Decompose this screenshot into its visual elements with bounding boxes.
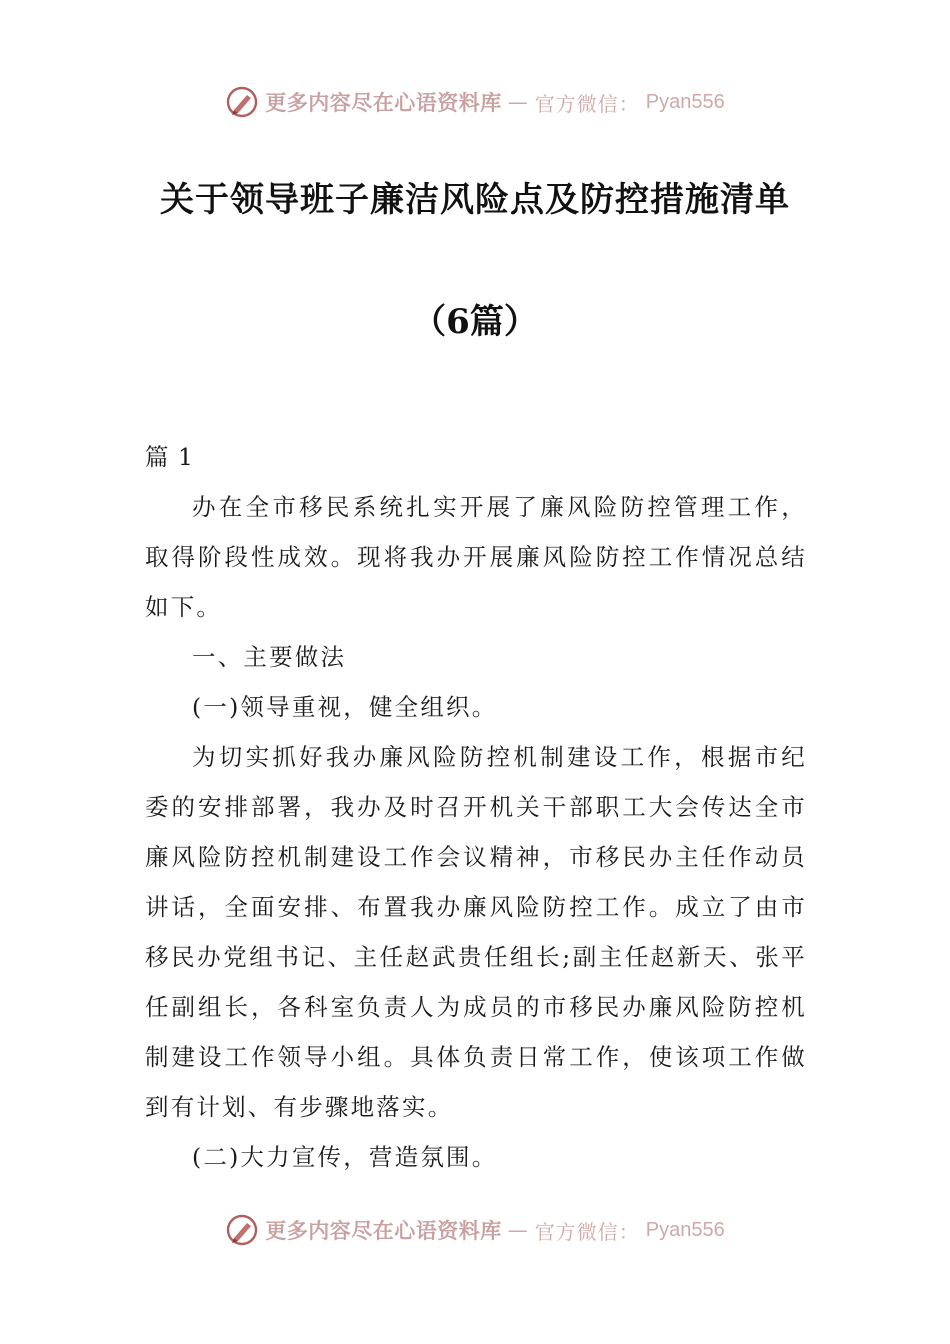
watermark-side-text: 官方微信： <box>534 91 640 116</box>
watermark-banner-top <box>0 82 950 122</box>
subsection-heading: (二)大力宣传，营造氛围。 <box>192 1143 498 1171</box>
watermark-wechat-id: Pyan556 <box>645 90 725 113</box>
pen-logo-icon <box>225 85 259 119</box>
document-subtitle: （6篇） <box>412 302 538 342</box>
paragraph-intro: 办在全市移民系统扎实开展了廉风险防控管理工作，取得阶段性成效。现将我办开展廉风险防控工作情况总结如下。 <box>145 493 807 621</box>
watermark-dash: — <box>507 1218 529 1242</box>
watermark-main-text: 更多内容尽在心语资料库 <box>265 90 502 115</box>
watermark-main-text: 更多内容尽在心语资料库 <box>265 1218 502 1243</box>
watermark-wechat-id: Pyan556 <box>645 1218 725 1241</box>
section-heading: 一、主要做法 <box>192 643 347 671</box>
pen-logo-icon <box>225 1213 259 1247</box>
watermark-banner-bottom <box>0 1210 950 1250</box>
document-title: 关于领导班子廉洁风险点及防控措施清单 <box>160 180 790 220</box>
watermark-side-text: 官方微信： <box>534 1219 640 1244</box>
article-label: 篇 1 <box>145 443 194 471</box>
paragraph-body: 为切实抓好我办廉风险防控机制建设工作，根据市纪委的安排部署，我办及时召开机关干部职工大会传达全市廉风险防控机制建设工作会议精神，市移民办主任作动员讲话，全面安排、布置我办廉风险防控工作。成立了由市移民办党组书记、主任赵武贵任组长;副主任赵新天、张平任副组长，各科室负责人为成员的市移民办廉风险防控机制建设工作领导小组。具体负责日常工作，使该项工作做到有计划、有步骤地落实。 <box>145 743 807 1121</box>
watermark-dash: — <box>507 90 529 114</box>
subsection-heading: (一)领导重视，健全组织。 <box>192 693 498 721</box>
document-body <box>145 432 807 1182</box>
